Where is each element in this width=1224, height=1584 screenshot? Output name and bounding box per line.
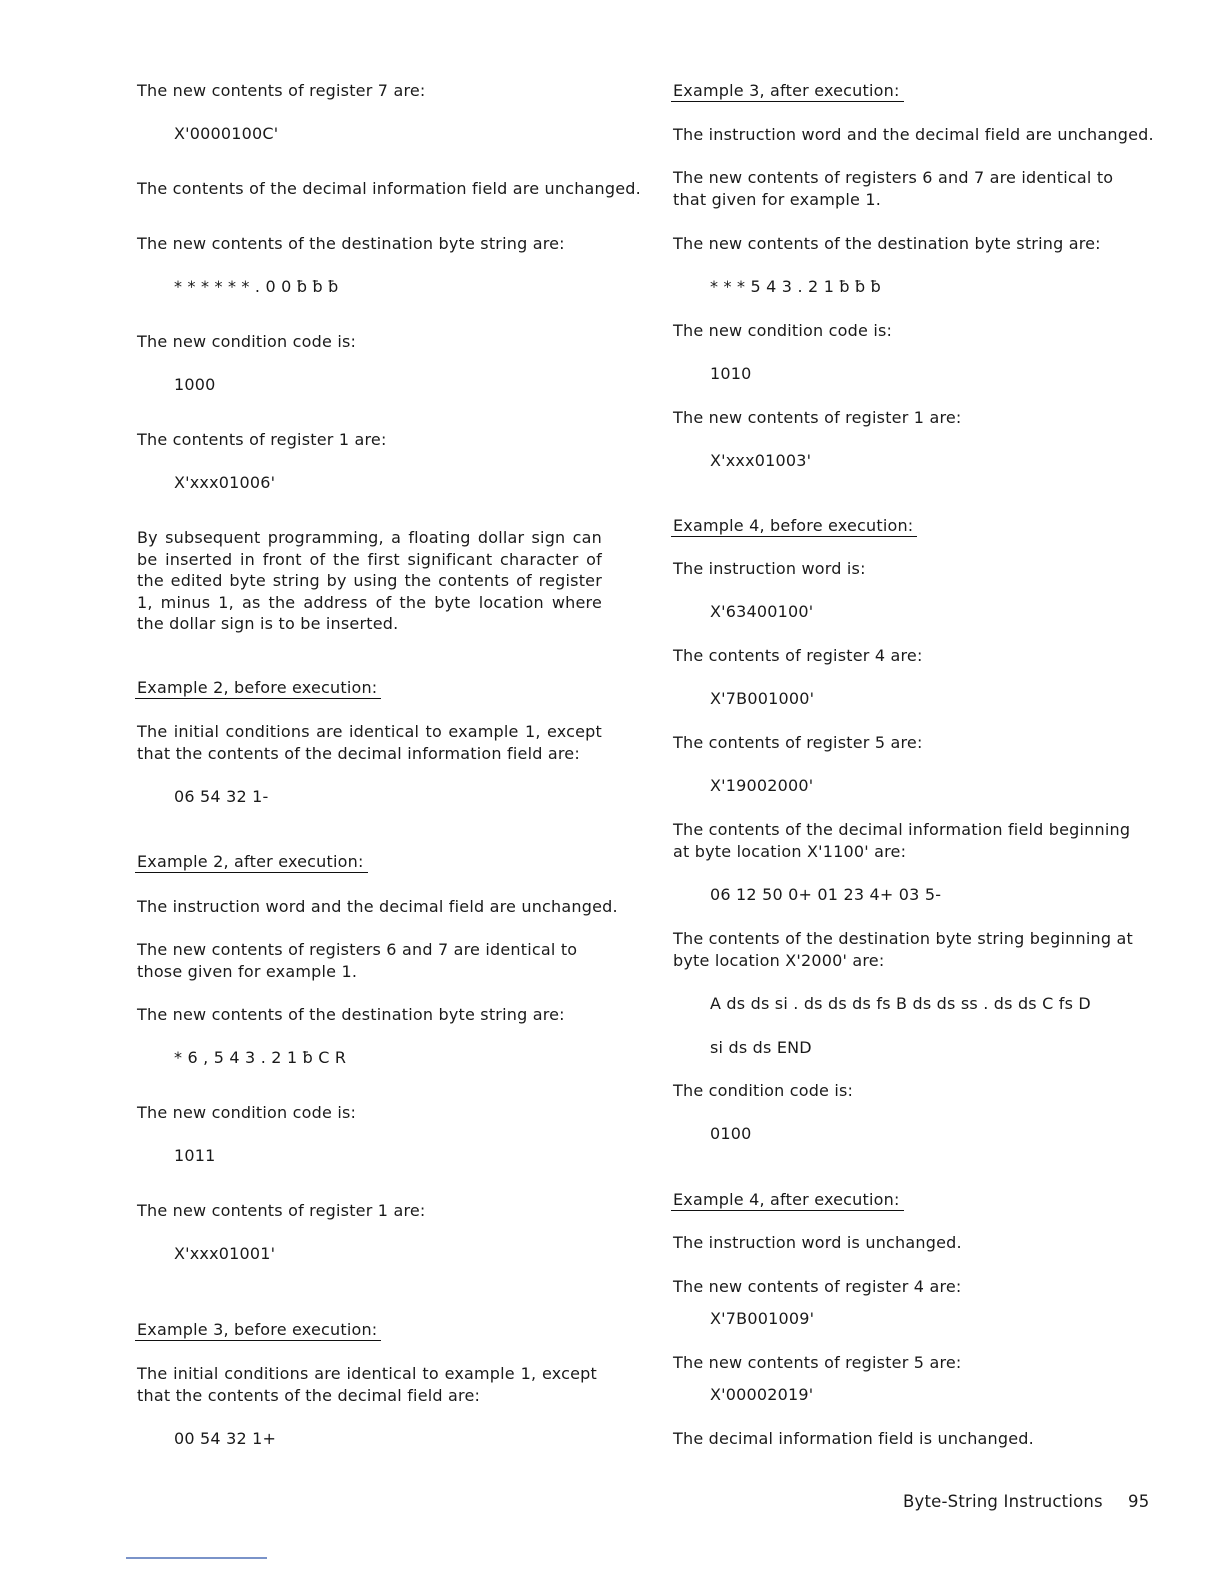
ex2-cc-value: 1011: [174, 1146, 216, 1165]
ex2-dest-label: The new contents of the destination byte string are:: [137, 1005, 565, 1024]
ex4-dest-line2: si ds ds END: [710, 1038, 812, 1057]
ex3-before-heading: Example 3, before execution:: [137, 1319, 381, 1341]
ex2-dest-value: * 6 , 5 4 3 . 2 1 ƀ C R: [174, 1048, 347, 1067]
ex3-dest-value: * * * 5 4 3 . 2 1 ƀ ƀ ƀ: [710, 277, 881, 296]
ex3-after-heading: Example 3, after execution:: [673, 80, 904, 102]
ex4-dest-label: The contents of the destination byte string beginning at byte location X'2000' are:: [673, 929, 1133, 970]
ex2-reg1-label: The new contents of register 1 are:: [137, 1201, 426, 1220]
ex4-before-heading: Example 4, before execution:: [673, 515, 917, 537]
ex3-reg1-label: The new contents of register 1 are:: [673, 408, 962, 427]
ex2-cc-label: The new condition code is:: [137, 1103, 357, 1122]
ex4-iw-label: The instruction word is:: [673, 559, 866, 578]
reg7-value: X'0000100C': [174, 124, 279, 143]
ex4-after-reg4-label: The new contents of register 4 are:: [673, 1277, 962, 1296]
decimal-unchanged-text: The contents of the decimal information field are unchanged.: [137, 179, 641, 198]
ex4-after-reg5-label: The new contents of register 5 are:: [673, 1353, 962, 1372]
reg1-value: X'xxx01006': [174, 473, 276, 492]
ex4-dest-line1: A ds ds si . ds ds ds fs B ds ds ss . ds ds C fs D: [710, 994, 1091, 1013]
ex3-dest-label: The new contents of the destination byte string are:: [673, 234, 1101, 253]
ex4-reg5-label: The contents of register 5 are:: [673, 733, 923, 752]
reg7-label: The new contents of register 7 are:: [137, 81, 426, 100]
cc-value: 1000: [174, 375, 216, 394]
ex4-decimal-value: 06 12 50 0+ 01 23 4+ 03 5-: [710, 885, 942, 904]
cc-label: The new condition code is:: [137, 332, 357, 351]
ex2-after-heading: Example 2, after execution:: [137, 851, 368, 873]
footer-section-title: Byte-String Instructions: [903, 1492, 1103, 1511]
ex4-after-heading: Example 4, after execution:: [673, 1189, 904, 1211]
dollar-sign-paragraph: By subsequent programming, a floating dollar sign can be inserted in front of the first significant character of the edited byte string by using the contents of register 1, minus 1, as the address of the byte location where the dollar sign is to be inserted.: [137, 528, 602, 633]
ex3-before-value: 00 54 32 1+: [174, 1429, 277, 1448]
ex2-before-value: 06 54 32 1-: [174, 787, 269, 806]
ex4-decimal-label: The contents of the decimal information field beginning at byte location X'1100' are:: [673, 820, 1131, 861]
reg1-label: The contents of register 1 are:: [137, 430, 387, 449]
ex3-cc-value: 1010: [710, 364, 752, 383]
scan-edge-line: [126, 1557, 267, 1559]
ex4-iw-value: X'63400100': [710, 602, 814, 621]
dest-value: * * * * * * . 0 0 ƀ ƀ ƀ: [174, 277, 339, 296]
page-number: 95: [1128, 1492, 1150, 1511]
ex4-cc-value: 0100: [710, 1124, 752, 1143]
ex2-before-heading: Example 2, before execution:: [137, 677, 381, 699]
ex3-regs: The new contents of registers 6 and 7 are identical to that given for example 1.: [673, 168, 1114, 209]
ex3-unchanged: The instruction word and the decimal field are unchanged.: [673, 125, 1154, 144]
ex4-after-reg4-value: X'7B001009': [710, 1309, 815, 1328]
ex3-before-text: The initial conditions are identical to example 1, except that the contents of the decimal field are:: [137, 1364, 597, 1405]
ex4-reg5-value: X'19002000': [710, 776, 814, 795]
ex3-cc-label: The new condition code is:: [673, 321, 893, 340]
ex2-reg1-value: X'xxx01001': [174, 1244, 276, 1263]
ex2-after-regs: The new contents of registers 6 and 7 are identical to those given for example 1.: [137, 940, 578, 981]
ex4-after-decimal: The decimal information field is unchanged.: [673, 1429, 1034, 1448]
ex4-reg4-label: The contents of register 4 are:: [673, 646, 923, 665]
ex4-after-reg5-value: X'00002019': [710, 1385, 814, 1404]
ex4-cc-label: The condition code is:: [673, 1081, 854, 1100]
ex2-before-text: The initial conditions are identical to example 1, except that the contents of the decimal information field are:: [137, 722, 602, 763]
ex4-reg4-value: X'7B001000': [710, 689, 815, 708]
ex4-after-iw: The instruction word is unchanged.: [673, 1233, 962, 1252]
ex2-after-unchanged: The instruction word and the decimal field are unchanged.: [137, 897, 618, 916]
dest-label: The new contents of the destination byte string are:: [137, 234, 565, 253]
ex3-reg1-value: X'xxx01003': [710, 451, 812, 470]
